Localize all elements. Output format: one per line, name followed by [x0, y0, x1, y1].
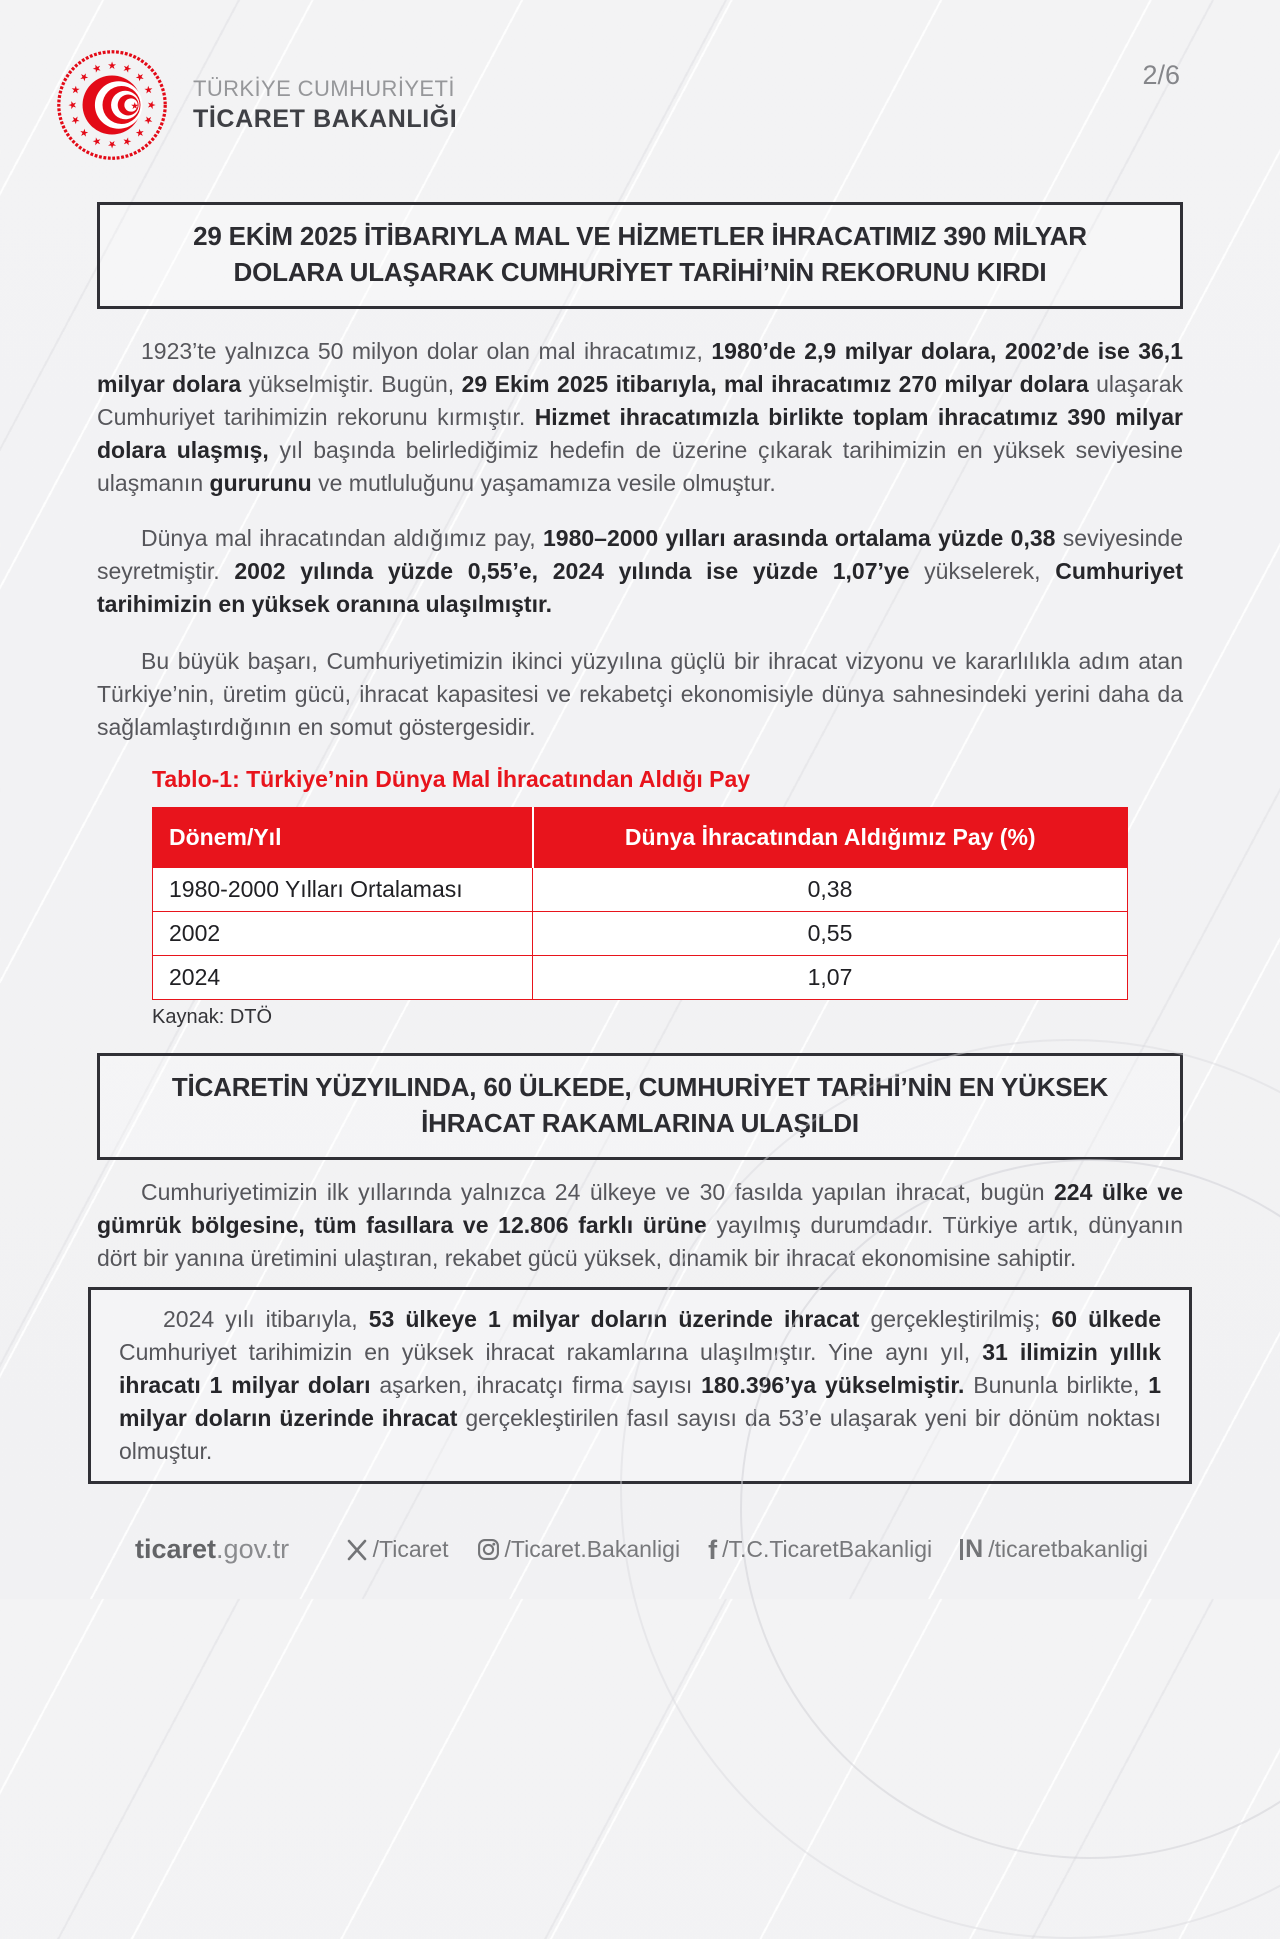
table-row — [153, 955, 1128, 999]
table-cell-share: 0,38 — [533, 867, 1128, 911]
instagram-icon — [477, 1538, 500, 1561]
svg-text:★: ★ — [68, 83, 84, 97]
svg-text:★: ★ — [66, 100, 79, 110]
svg-text:★: ★ — [120, 133, 134, 149]
social-links — [346, 1536, 1148, 1563]
svg-text:★: ★ — [130, 100, 140, 112]
social-handle: /ticaretbakanligi — [988, 1536, 1148, 1562]
facebook-icon: f — [708, 1534, 718, 1565]
org-name-line2: TİCARET BAKANLIĞI — [193, 105, 458, 133]
website-url-bold: ticaret — [135, 1534, 217, 1564]
paragraph-export-reach: Cumhuriyetimizin ilk yıllarında yalnızca 24 ülkeye ve 30 fasılda yapılan ihracat, bugün 224 ülke ve gümrük bölgesine, tüm fasıllara ve 12.806 farklı ürüne yayılmış durumdadır. Türkiye artık, dünyanın dört bir yanına üretimini ulaştıran, rekabet gücü yüksek, dinamik bir ihracat ekonomisine sahiptir. — [97, 1178, 1183, 1271]
table-cell-share: 1,07 — [533, 955, 1128, 999]
social-handle: /Ticaret — [372, 1536, 449, 1562]
svg-text:★: ★ — [140, 113, 156, 127]
svg-text:★: ★ — [107, 59, 117, 72]
table-row — [153, 867, 1128, 911]
table-cell-share: 0,55 — [533, 911, 1128, 955]
svg-text:★: ★ — [120, 61, 134, 77]
paragraph-world-share: Dünya mal ihracatından aldığımız pay, 1980–2000 yılları arasında ortalama yüzde 0,38 seviyesinde seyretmiştir. 2002 yılında yüzde 0,55’e, 2024 yılında ise yüzde 1,07’ye yükselerek, Cumhuriyet tarihimizin en yüksek oranına ulaşılmıştır. — [97, 524, 1183, 617]
paragraph-achievement: Bu büyük başarı, Cumhuriyetimizin ikinci yüzyılına güçlü bir ihracat vizyonu ve kararlılıkla adım atan Türkiye’nin, üretim gücü, ihracat kapasitesi ve rekabetçi ekonomisiyle dünya sahnesindeki yerini daha da sağlamlaştırdığının en somut göstergesidir. — [97, 647, 1183, 740]
svg-text:★: ★ — [90, 133, 104, 149]
social-handle: /T.C.TicaretBakanligi — [722, 1536, 933, 1562]
nsosyal-icon: N — [960, 1539, 983, 1560]
table-header-share: Dünya İhracatından Aldığımız Pay (%) — [533, 807, 1128, 867]
svg-text:★: ★ — [76, 69, 92, 85]
headline-box-2: TİCARETİN YÜZYILINDA, 60 ÜLKEDE, CUMHURİYET TARİHİ’NİN EN YÜKSEK İHRACAT RAKAMLARINA ULAŞILDI — [97, 1053, 1183, 1160]
table-caption: Tablo-1: Türkiye’nin Dünya Mal İhracatından Aldığı Pay — [152, 765, 751, 792]
social-item-nsosyal — [960, 1536, 1148, 1563]
social-item-facebook — [708, 1536, 932, 1563]
svg-text:★: ★ — [68, 113, 84, 127]
document-footer — [135, 1534, 1148, 1565]
table-cell-period: 2024 — [153, 955, 533, 999]
table-row — [153, 911, 1128, 955]
svg-text:★: ★ — [90, 61, 104, 77]
table-header-row — [153, 807, 1128, 867]
social-item-x — [346, 1536, 449, 1563]
paragraph-2024-milestones: 2024 yılı itibarıyla, 53 ülkeye 1 milyar doların üzerinde ihracat gerçekleştirilmiş; 60 ülkede Cumhuriyet tarihimizin en yüksek ihracat rakamlarına ulaşılmıştır. Yine aynı yıl, 31 ilimizin yıllık ihracatı 1 milyar doları aşarken, ihracatçı firma sayısı 180.396’ya yükselmiştir. Bununla birlikte, 1 milyar doların üzerinde ihracat gerçekleştirilen fasıl sayısı da 53’e ulaşarak yeni bir dönüm noktası olmuştur. — [119, 1305, 1161, 1464]
svg-text:★: ★ — [132, 125, 148, 141]
table-cell-period: 1980-2000 Yılları Ortalaması — [153, 867, 533, 911]
svg-text:★: ★ — [132, 69, 148, 85]
x-icon — [346, 1539, 368, 1561]
website-url-rest: .gov.tr — [216, 1534, 290, 1564]
website-url — [135, 1534, 289, 1565]
svg-text:★: ★ — [145, 100, 158, 110]
headline-box-1: 29 EKİM 2025 İTİBARIYLA MAL VE HİZMETLER İHRACATIMIZ 390 MİLYAR DOLARA ULAŞARAK CUMHURİYET TARİHİ’NİN REKORUNU KIRDI — [97, 202, 1183, 309]
svg-text:★: ★ — [107, 138, 117, 151]
table-cell-period: 2002 — [153, 911, 533, 955]
table-header-period: Dönem/Yıl — [153, 807, 533, 867]
decorative-curve — [620, 1039, 1280, 1939]
svg-text:★: ★ — [76, 125, 92, 141]
ministry-logo — [55, 48, 169, 162]
ministry-emblem-icon — [55, 48, 169, 162]
table-source: Kaynak: DTÖ — [152, 1005, 273, 1028]
org-name-line1: TÜRKİYE CUMHURİYETİ — [193, 76, 455, 101]
org-title-block — [193, 76, 457, 134]
social-item-instagram — [477, 1536, 681, 1563]
world-export-share-table — [152, 807, 1128, 1000]
document-header — [0, 0, 1280, 162]
page-number: 2/6 — [1142, 60, 1180, 90]
svg-text:★: ★ — [140, 83, 156, 97]
social-handle: /Ticaret.Bakanligi — [504, 1536, 681, 1562]
paragraph-exports-record: 1923’te yalnızca 50 milyon dolar olan mal ihracatımız, 1980’de 2,9 milyar dolara, 2002’de ise 36,1 milyar dolara yükselmiştir. Bugün, 29 Ekim 2025 itibarıyla, mal ihracatımız 270 milyar dolara ulaşarak Cumhuriyet tarihimizin rekorunu kırmıştır. Hizmet ihracatımızla birlikte toplam ihracatımız 390 milyar dolara ulaşmış, yıl başında belirlediğimiz hedefin de üzerine çıkarak tarihimizin en yüksek seviyesine ulaşmanın gururunu ve mutluluğunu yaşamamıza vesile olmuştur. — [97, 337, 1184, 496]
